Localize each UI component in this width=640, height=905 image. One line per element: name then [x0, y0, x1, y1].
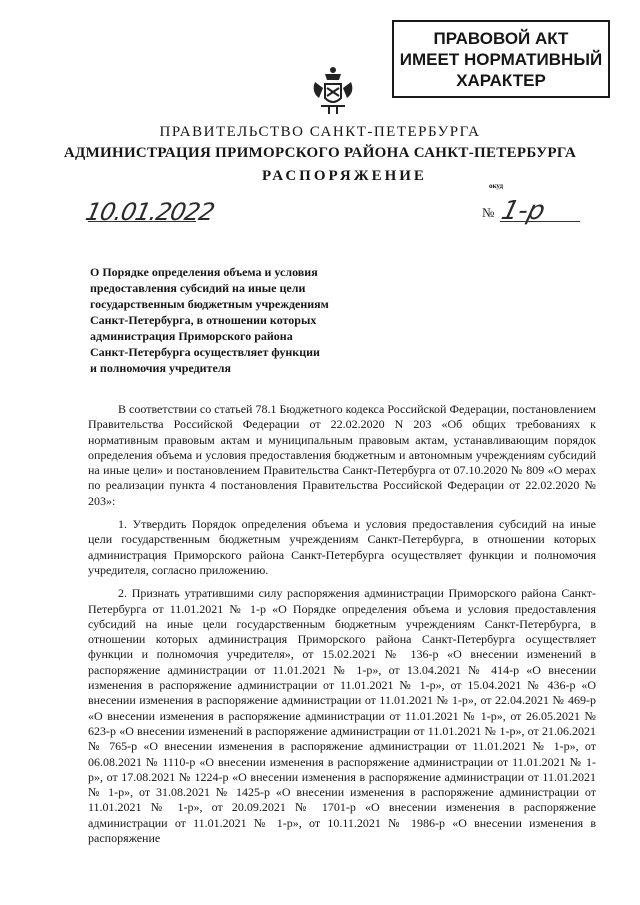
- date-underline: [88, 221, 196, 222]
- preamble-paragraph: В соответствии со статьей 78.1 Бюджетного кодекса Российской Федерации, постановлением Правительства Российской Федерации от 22.02.2020 N 203 «Об общих требованиях к нормативным правовым актам и муниципальным правовым актам, устанавливающим порядок определения объема и условия предоставления бюджетным и автономным учреждениям субсидий на иные цели» и постановлением Правительства Санкт-Петербурга от 07.10.2020 № 809 «О мерах по реализации пункта 4 постановления Правительства Российской Федерации от 22.02.2020 № 203»:: [88, 402, 596, 508]
- number-label: №: [482, 205, 495, 220]
- document-body: [88, 402, 596, 846]
- subject-line: Санкт-Петербурга осуществляет функции: [90, 345, 320, 359]
- stamp-line: ИМЕЕТ НОРМАТИВНЫЙ: [399, 50, 603, 69]
- coat-of-arms-emblem: [305, 62, 361, 118]
- subject-line: государственным бюджетным учреждениям: [90, 297, 329, 311]
- subject-line: и полномочия учредителя: [90, 361, 232, 375]
- government-title: ПРАВИТЕЛЬСТВО САНКТ-ПЕТЕРБУРГА: [159, 124, 481, 140]
- normative-act-stamp: [392, 20, 610, 98]
- subject-line: О Порядке определения объема и условия: [90, 265, 318, 279]
- subject-line: Санкт-Петербурга, в отношении которых: [90, 313, 317, 327]
- handwritten-date: 10.01.2022: [83, 198, 217, 226]
- number-underline: [500, 221, 580, 222]
- stamp-line: ХАРАКТЕР: [456, 71, 546, 90]
- document-subject: [90, 264, 360, 376]
- stamp-line: ПРАВОВОЙ АКТ: [433, 29, 569, 48]
- okud-label: окуд: [489, 182, 504, 190]
- item-1-paragraph: 1. Утвердить Порядок определения объема и условия предоставления субсидий на иные цели государственным бюджетным учреждениям Санкт-Петербурга, в отношении которых администрация Приморского района Санкт-Петербурга осуществляет функции и полномочия учредителя, согласно приложению.: [88, 517, 596, 577]
- subject-line: предоставления субсидий на иные цели: [90, 281, 306, 295]
- item-2-paragraph: 2. Признать утратившими силу распоряжения администрации Приморского района Санкт-Петербурга от 11.01.2021 № 1-р «О Порядке определения объема и условия предоставления субсидий на иные цели государственным бюджетным учреждениям Санкт-Петербурга, в отношении которых администрация Приморского района Санкт-Петербурга осуществляет функции и полномочия учредителя», от 15.02.2021 № 136-р «О внесении изменений в распоряжение администрации от 11.01.2021 № 1-р», от 13.04.2021 № 414-р «О внесении изменения в распоряжение администрации от 11.01.2021 № 1-р», от 15.04.2021 № 436-р «О внесении изменения в распоряжение администрации от 11.01.2021 № 1-р», от 22.04.2021 № 469-р «О внесении изменения в распоряжение администрации от 11.01.2021 № 1-р», от 26.05.2021 № 623-р «О внесении изменений в распоряжение администрации от 11.01.2021 № 1-р», от 21.06.2021 № 765-р «О внесении изменения в распоряжение администрации от 11.01.2021 № 1-р», от 06.08.2021 № 1110-р «О внесении изменения в распоряжение администрации от 11.01.2021 № 1-р», от 17.08.2021 № 1224-р «О внесении изменения в распоряжение администрации от 11.01.2021 № 1-р», от 31.08.2021 № 1425-р «О внесении изменения в распоряжение администрации от 11.01.2021 № 1-р», от 20.09.2021 № 1701-р «О внесении изменения в распоряжение администрации от 11.01.2021 № 1-р», от 10.11.2021 № 1986-р «О внесении изменения в распоряжение: [88, 586, 596, 846]
- administration-title: АДМИНИСТРАЦИЯ ПРИМОРСКОГО РАЙОНА САНКТ-ПЕТЕРБУРГА: [63, 145, 577, 161]
- document-type: РАСПОРЯЖЕНИЕ: [262, 168, 427, 184]
- handwritten-number: 1-р: [498, 196, 549, 226]
- subject-line: администрация Приморского района: [90, 329, 293, 343]
